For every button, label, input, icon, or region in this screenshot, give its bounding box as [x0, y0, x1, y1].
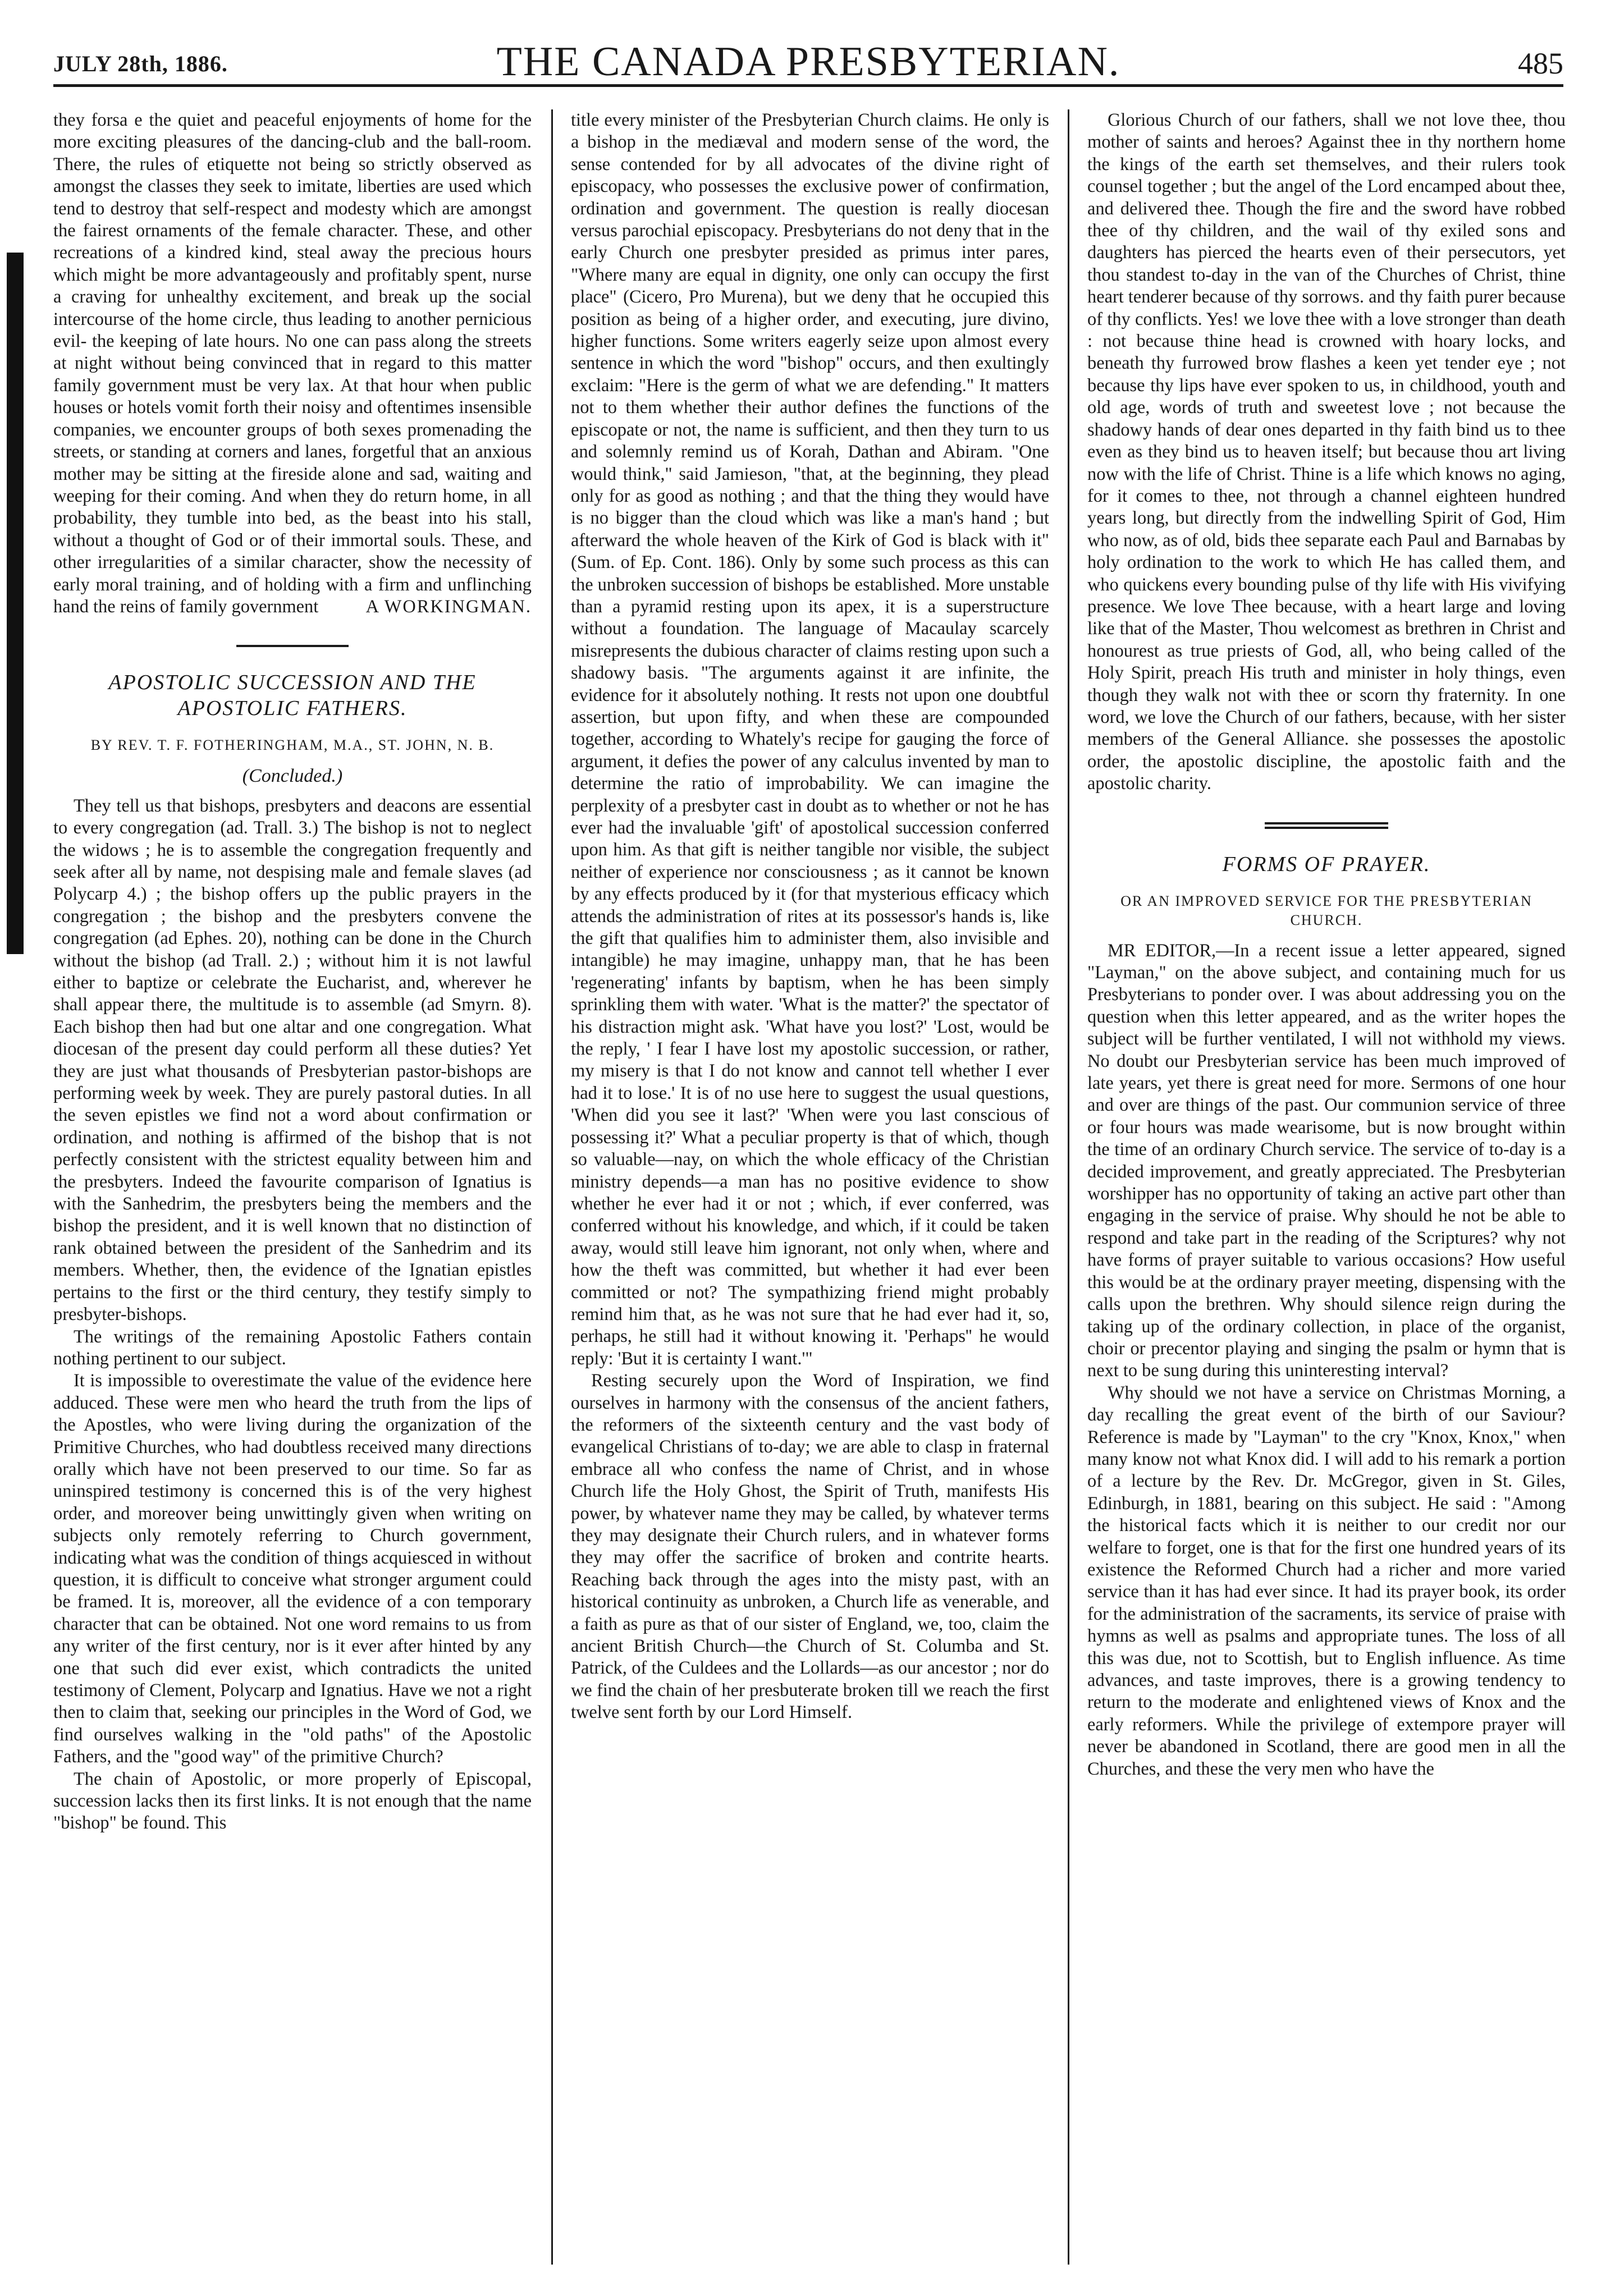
paragraph: The chain of Apostolic, or more properly of Episcopal, succession lacks then its first links. It is not enough that the name "bishop" be found. This [53, 1768, 532, 1834]
article-continuation-note: (Concluded.) [242, 766, 343, 787]
page-number: 485 [1518, 47, 1563, 80]
column-rule [551, 109, 553, 2265]
margin-scan-mark [7, 253, 24, 954]
paragraph: It is impossible to overestimate the value of the evidence here adduced. These were men who heard the truth from the lips of the Apostles, who were living during the organization of the Primitive Churches, who had doubtless received many directions orally which have not been preserved to our time. So far as uninspired testimony is concerned this is of the very highest order, and moreover being unwittingly given when writing on subjects only remotely referring to Church government, indicating what was the condition of things acquiesced in without question, it is difficult to conceive what stronger argument could be framed. It is, moreover, all the evidence of a con temporary character that can be obtained. Not one word remains to us from any writer of the first century, nor is it ever after hinted by any one that such did ever exist, which contradicts the united testimony of Clement, Polycarp and Ignatius. Have we not a right then to claim that, seeking our principles in the Word of God, we find ourselves walking in the "old paths" of the Apostolic Fathers, and the "good way" of the primitive Church? [53, 1371, 532, 1767]
paragraph-text: they forsa e the quiet and peaceful enjoyments of home for the more exciting pleasures of the dancing-club and the ball-room. There, the rules of etiquette not being so strictly observed as amongst the classes they seek to imitate, liberties are used which tend to destroy that self-respect and modesty which are amongst the fairest ornaments of the female character. These, and other recreations of a kindred kind, steal away the precious hours which might be more advantageously and profitably spent, nurse a craving for unhealthy excitement, and break up the social intercourse of the home circle, thus leading to another pernicious evil- the keeping of late hours. No one can pass along the streets at night without being convinced that in regard to this matter family government must be very lax. At that hour when public houses or hotels vomit forth their noisy and oftentimes insensible companies, we encounter groups of both sexes promenading the streets, or standing at corners and lanes, forgetful that an anxious mother may be sitting at the fireside alone and sad, waiting and weeping for their coming. And when they do return home, in all probability, they tumble into bed, as the beast into his stall, without a thought of God or of their immortal souls. These, and other irregularities of a similar character, show the necessity of early moral training, and of holding with a firm and unflinching hand the reins of family government [53, 110, 532, 617]
paragraph: Why should we not have a service on Christmas Morning, a day recalling the great event of the birth of our Saviour? Reference is made by "Layman" to the cry "Knox, Knox," when many know not what Knox did. I will add to his remark a portion of a lecture by the Rev. Dr. McGregor, given in St. Giles, Edinburgh, in 1881, bearing on this subject. He said : "Among the historical facts which it is neither to our credit nor our welfare to forget, one is that for the first one hundred years of its existence the Reformed Church had a richer and more varied service than it has had ever since. It had its prayer book, its order for the administration of the sacraments, its service of praise with hymns as well as psalms and appropriate tunes. The loss of all this was due, not to Scottish, but to English influence. As time advances, and taste improves, there is a growing tendency to return to the moderate and enlightened views of Knox and the early reformers. While the privilege of extempore prayer will never be abandoned in Scotland, there are good men in all the Churches, and these the very men who have the [1087, 1382, 1566, 1779]
paragraph: title every minister of the Presbyterian Church claims. He only is a bishop in the mediæval and modern sense of the word, the sense contended for by all advocates of the divine right of episcopacy, who possesses the exclusive power of confirmation, ordination and government. The question is really diocesan versus parochial episcopacy. Presbyterians do not deny that in the early Church one presbyter presided as primus inter pares, "Where many are equal in dignity, one only can occupy the first place" (Cicero, Pro Murena), but we deny that he occupied this position as being of a higher order, and executing, jure divino, higher functions. Some writers eagerly seize upon almost every sentence in which the word "bishop" occurs, and then exultingly exclaim: "Here is the germ of what we are defending." It matters not to them whether their author defines the functions of the episcopate or not, the name is sufficient, and then they turn to us and solemnly remind us of Korah, Dathan and Abiram. "One would think," said Jamieson, "that, at the beginning, they plead only for as good as nothing ; and that the thing they would have is no bigger than the cloud which was like a man's hand ; but afterward the whole heaven of the Kirk of God is black with it" (Sum. of Ep. Cont. 186). Only by some such process as this can the unbroken succession of bishops be established. More unstable than a pyramid resting upon its apex, it is a superstructure without a foundation. The language of Macaulay scarcely misrepresents the dubious character of claims resting upon such a shadowy basis. "The arguments against it are infinite, the evidence for it absolutely nothing. It rests not upon one doubtful assertion, but upon fifty, and when these are compounded together, according to Whately's recipe for gauging the force of argument, it defies the power of any calculus invented by man to determine the ratio of improbability. We can imagine the perplexity of a presbyter cast in doubt as to whether or not he has ever had the invaluable 'gift' of apostolical succession conferred upon him. As that gift is neither tangible nor visible, the subject neither of experience nor consciousness ; as it cannot be known by any effects produced by it (for that mysterious efficacy which attends the administration of rites at its possessor's hands is, like the gift that qualifies him to administer them, also invisible and intangible) he may imagine, unhappy man, that he has been 'regenerating' infants by baptism, when he has been simply sprinkling them with water. 'What is the matter?' the spectator of his distraction might ask. 'What have you lost?' 'Lost, would be the reply, ' I fear I have lost my apostolic succession, or rather, my misery is that I do not know and cannot tell whether I ever had it to lose.' It is of no use here to suggest the usual questions, 'When did you see it last?' 'When were you last conscious of possessing it?' What a peculiar property is that of which, though so valuable—nay, on which the whole efficacy of the Christian ministry depends—a man has no positive evidence to show whether he ever had it or not ; which, if ever conferred, was conferred without his knowledge, and which, if it could be taken away, would still leave him ignorant, not only when, where and how the theft was committed, but whether it had ever been committed or not? The sympathizing friend might probably remind him that, as he was not sure that he had ever had it, so, perhaps, he still had it without knowing it. 'Perhaps'' he would reply: 'But it is certainty I want.'" [571, 110, 1049, 1369]
paragraph: MR EDITOR,—In a recent issue a letter appeared, signed "Layman," on the above subject, and containing much for us Presbyterians to ponder over. I was about addressing you on the question when this letter appeared, and as the writer hopes the subject will be further ventilated, I will not withhold my views. No doubt our Presbyterian service has been much improved of late years, yet there is great need for more. Sermons of one hour and over are things of the past. Our communion service of three or four hours was made wearisome, but is now brought within the time of an ordinary Church service. The service of to-day is a decided improvement, and greatly appreciated. The Presbyterian worshipper has no opportunity of taking an active part other than engaging in the service of praise. Why should he not be able to respond and take part in the reading of the Scriptures? why not have forms of prayer suitable to various occasions? How useful this would be at the ordinary prayer meeting, dispensing with the calls upon the brethren. Why should silence reign during the taking up of the ordinary collection, in place of the organist, choir or precentor playing and singing the psalm or hymn that is next to be sung during this uninteresting interval? [1087, 940, 1566, 1381]
column-2 [571, 109, 1049, 1724]
column-3 [1087, 109, 1566, 1780]
column-rule [1068, 109, 1069, 2265]
section-divider [236, 645, 349, 647]
paragraph: Resting securely upon the Word of Inspiration, we find ourselves in harmony with the consensus of the ancient fathers, the reformers of the sixteenth century and the vast body of evangelical Christians of to-day; we are able to clasp in fraternal embrace all who confess the name of Christ, and in whose Church life the Holy Ghost, the Spirit of Truth, manifests His power, by whatever name they may be called, by whatever terms they may designate their Church rulers, and in whatever forms they may offer the sacrifice of broken and contrite hearts. Reaching back through the ages into the misty past, with an historical continuity as unbroken, a Church life as venerable, and a faith as pure as that of our sister of England, we, too, claim the ancient British Church—the Church of St. Columba and St. Patrick, of the Culdees and the Lollards—as our ancestor ; nor do we find the chain of her presbuterate broken till we reach the first twelve sent forth by our Lord Himself. [571, 1371, 1049, 1723]
paragraph: Glorious Church of our fathers, shall we not love thee, thou mother of saints and heroes? Against thee in thy northern home the kings of the earth set themselves, and their rulers took counsel together ; but the angel of the Lord encamped about thee, and delivered thee. Though the fire and the sword have robbed thee of thy children, and the wail of thy exiled sons and daughters has pierced the hearts even of their persecutors, yet thou standest to-day in the van of the Churches of Christ, thine heart tenderer because of thy sorrows. and thy faith purer because of thy conflicts. Yes! we love thee with a love stronger than death : not because thine head is crowned with hoary locks, and beneath thy furrowed brow flashes a keen yet tender eye ; not because thy lips have ever spoken to us, in childhood, youth and old age, words of truth and sweetest love ; not because the shadowy hands of dear ones departed in thy faith bind us to thee even as they bind us to heaven itself; but because thou art living now with the life of Christ. Thine is a life which knows no aging, for it comes to thee, not through a channel eighteen hundred years long, but directly from the indwelling Spirit of God, Him who now, as of old, bids thee separate each Paul and Barnabas by holy ordination to the work to which He has called them, and who quickens every bounding pulse of thy life with His vivifying presence. We love Thee because, with a heart large and loving like that of the Master, Thou welcomest as brethren in Christ and honourest as true priests of God, all, who being called of the Holy Spirit, preach His truth and minister in holy things, even though they walk not with thee or scorn thy fraternity. In one word, we love the Church of our fathers, because, with her sister members of the General Alliance. she possesses the apostolic order, the apostolic discipline, the apostolic faith and the apostolic charity. [1087, 110, 1566, 794]
article-title: FORMS OF PRAYER. [1222, 852, 1431, 876]
article-subtitle: OR AN IMPROVED SERVICE FOR THE PRESBYTERIAN CHURCH. [1120, 892, 1532, 928]
issue-date: JULY 28th, 1886. [53, 51, 228, 76]
newspaper-title: THE CANADA PRESBYTERIAN. [496, 39, 1120, 85]
masthead [53, 34, 1563, 87]
paragraph: They tell us that bishops, presbyters and deacons are essential to every congregation (ad. Trall. 3.) The bishop is not to neglect the widows ; he is to assemble the congregation frequently and seek after all by name, not despising male and female slaves (ad Polycarp 4.) ; the bishop offers up the public prayers in the congregation ; the bishop and the presbyters convene the congregation (ad Ephes. 20), nothing can be done in the Church without the bishop (ad Trall. 2.) ; without him it is not lawful either to baptize or celebrate the Eucharist, and, wherever he shall appear there, the multitude is to assemble (ad Smyrn. 8). Each bishop then had but one altar and one congregation. What diocesan of the present day could perform all these duties? Yet they are just what thousands of Presbyterian pastor-bishops are performing week by week. They are purely pastoral duties. In all the seven epistles we find not a word about confirmation or ordination, and nothing is affirmed of the bishop that is not perfectly consistent with the strictest equality between him and the presbyters. Indeed the favourite comparison of Ignatius is with the Sanhedrim, the presbyters being the members and the bishop the president, and it is well known that no distinction of rank obtained between the president of the Sanhedrim and its members. Whether, then, the evidence of the Ignatian epistles pertains to the first or the third century, they testify simply to presbyter-bishops. [53, 795, 532, 1325]
article-byline: BY REV. T. F. FOTHERINGHAM, M.A., ST. JOHN, N. B. [90, 737, 495, 754]
paragraph [53, 109, 532, 618]
section-divider [1265, 822, 1388, 829]
signature: A WORKINGMAN. [365, 596, 532, 617]
paragraph: The writings of the remaining Apostolic Fathers contain nothing pertinent to our subject. [53, 1326, 532, 1369]
column-1 [53, 109, 532, 1835]
article-title: APOSTOLIC SUCCESSION AND THE APOSTOLIC FATHERS. [108, 671, 477, 721]
